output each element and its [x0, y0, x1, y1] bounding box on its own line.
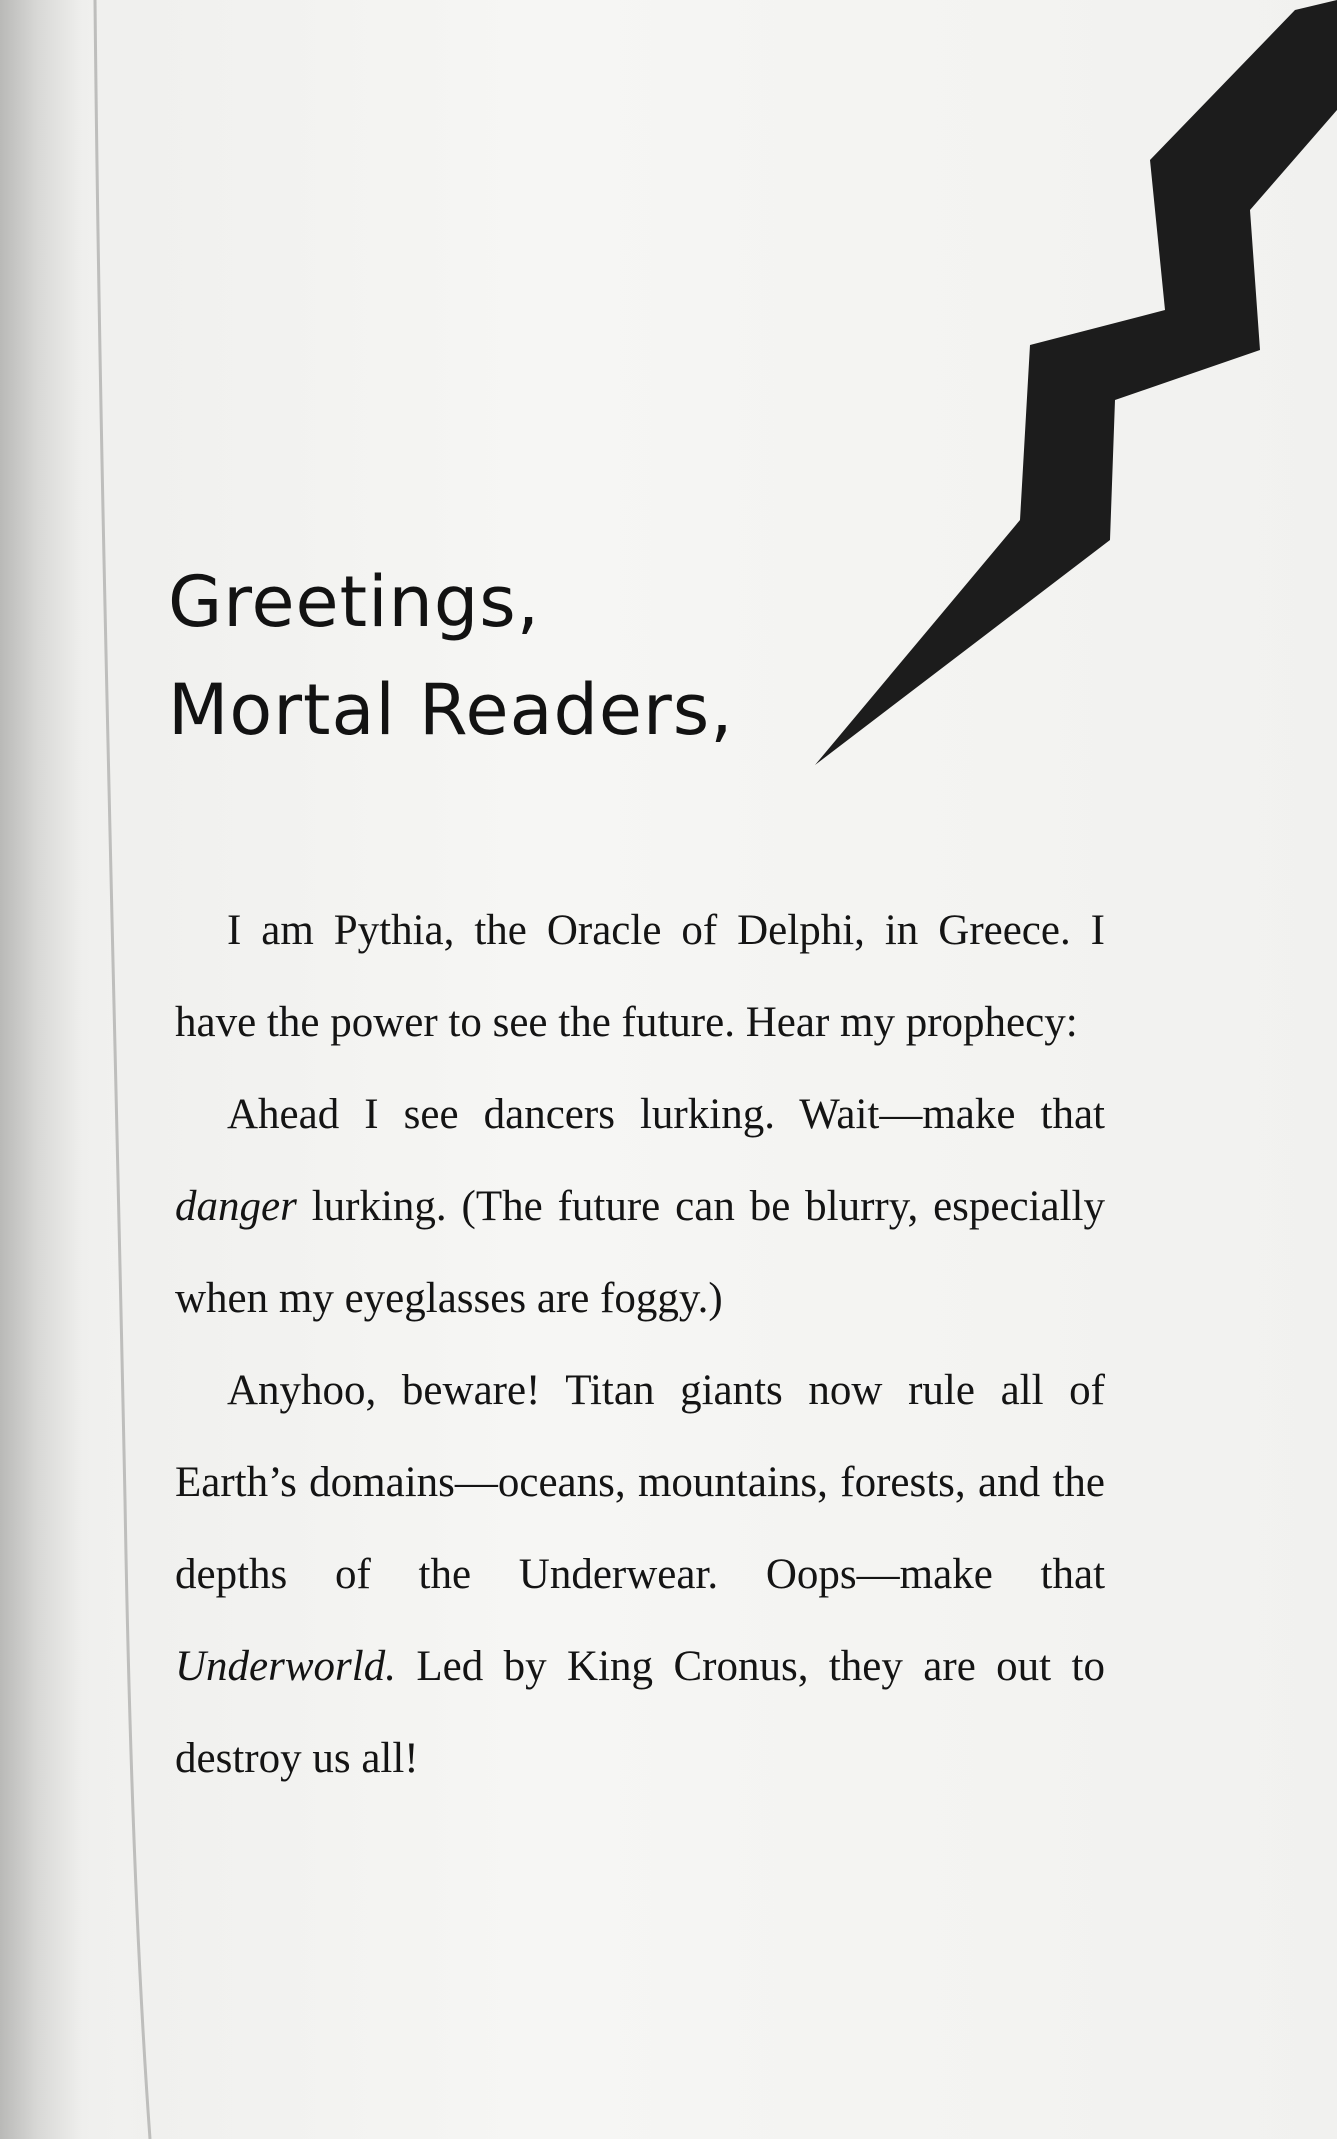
heading-line-2: Mortal Readers,: [168, 669, 734, 751]
paragraph-3-text: Anyhoo, beware! Titan giants now rule all of Earth’s domains—oceans, mountains, forests, and the depths of the Underwear. Oops—make: [175, 1367, 1105, 1598]
chapter-heading: [168, 548, 734, 764]
paragraph-2-after: lurking. (The future can be blurry, especially when my eyeglasses are foggy.): [175, 1183, 1105, 1322]
paragraph-3-after: Led by King Cronus, they are out to destroy us all!: [175, 1643, 1105, 1782]
body-text: [175, 885, 1105, 1805]
paragraph-2-before: Ahead I see dancers lurking. Wait—make that: [227, 1091, 1105, 1138]
heading-line-1: Greetings,: [168, 561, 541, 643]
paragraph-2: [175, 1069, 1105, 1345]
paragraph-3-emphasis: Underworld.: [175, 1643, 396, 1690]
page-binding-shadow: [0, 0, 180, 2139]
paragraph-2-emphasis: danger: [175, 1183, 297, 1230]
paragraph-1: I am Pythia, the Oracle of Delphi, in Greece. I have the power to see the future. Hear my prophecy:: [175, 907, 1105, 1046]
paragraph-3: [175, 1345, 1105, 1805]
paragraph-3-continuation: that: [1040, 1551, 1106, 1598]
